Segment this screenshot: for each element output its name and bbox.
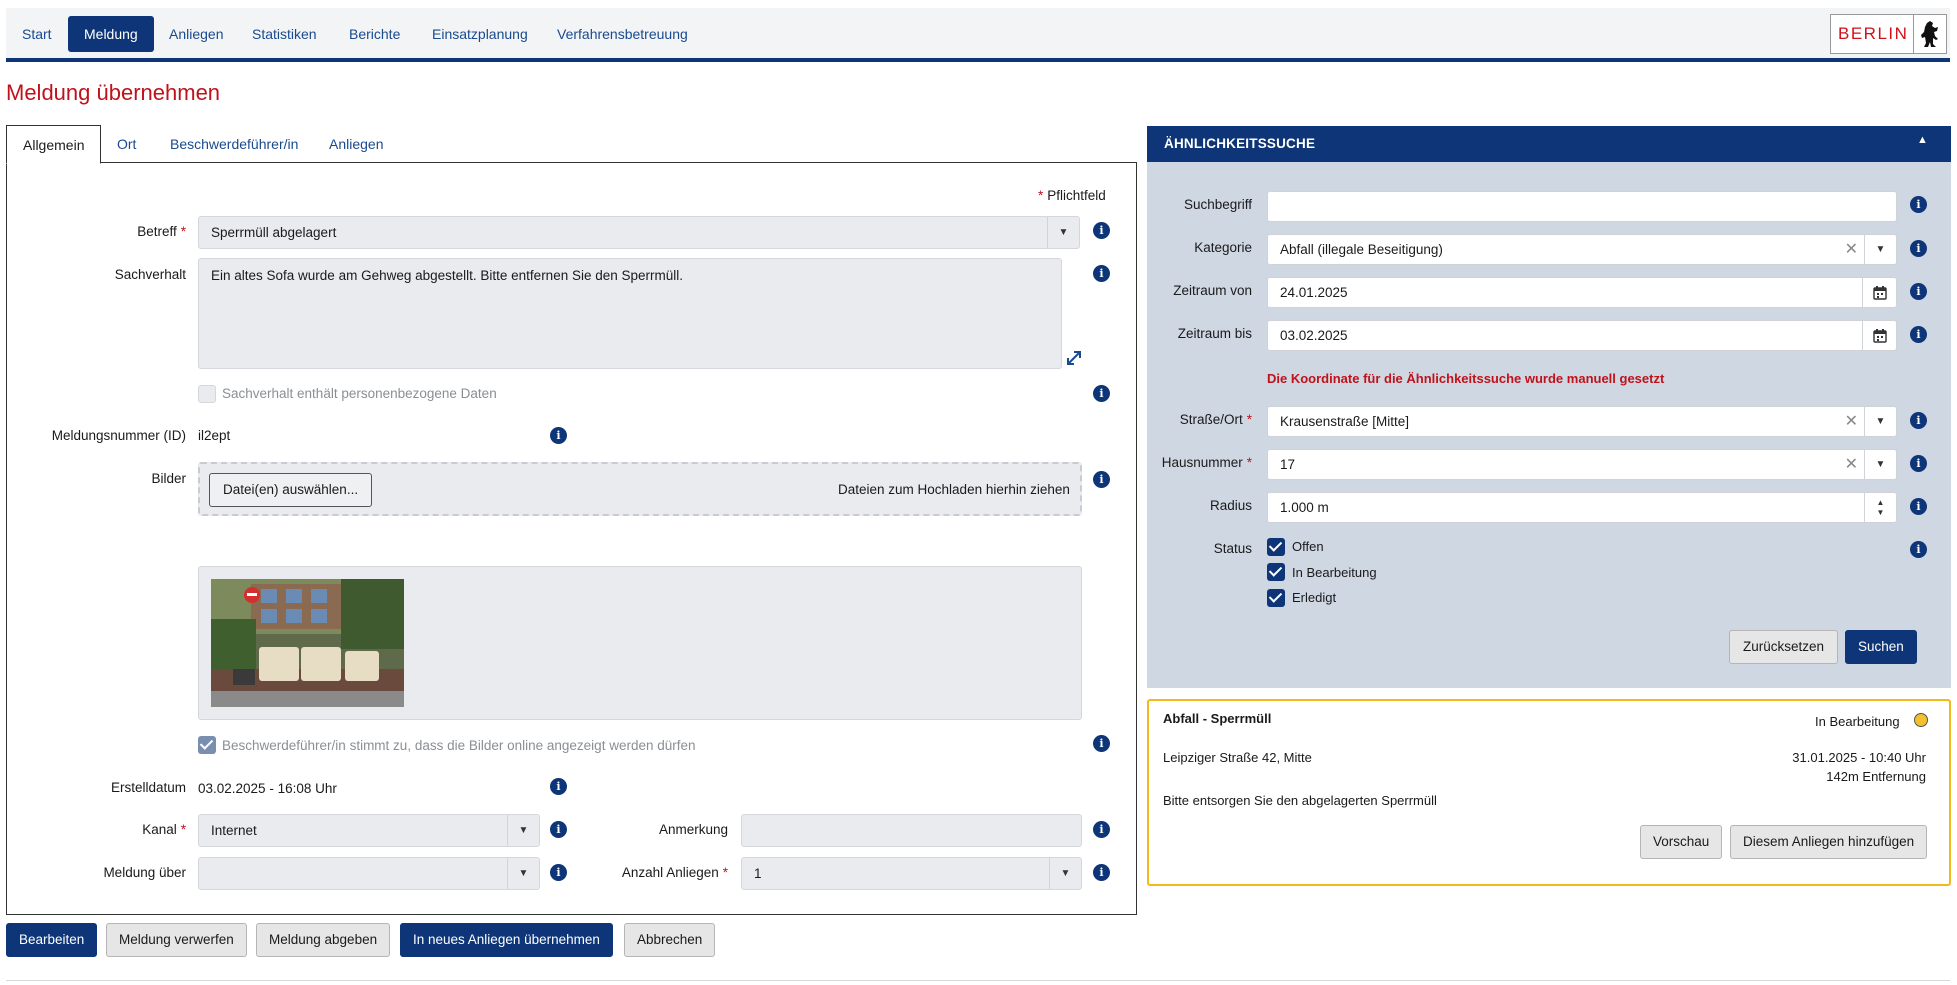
- result-distance: 142m Entfernung: [1826, 769, 1926, 784]
- anzahl-anliegen-select[interactable]: [741, 857, 1082, 890]
- bilder-label: Bilder: [151, 471, 186, 486]
- kanal-select[interactable]: [198, 814, 540, 847]
- zeitraum-von-input[interactable]: [1267, 277, 1897, 308]
- meldung-verwerfen-button[interactable]: Meldung verwerfen: [106, 923, 247, 957]
- radius-stepper[interactable]: [1267, 492, 1897, 523]
- chevron-down-icon[interactable]: ▼: [1864, 450, 1896, 479]
- betreff-value: Sperrmüll abgelagert: [211, 225, 337, 240]
- info-icon[interactable]: i: [550, 864, 567, 881]
- result-address: Leipziger Straße 42, Mitte: [1163, 750, 1312, 765]
- meldungsnummer-value: il2ept: [198, 428, 231, 443]
- kategorie-label: Kategorie: [1194, 240, 1252, 255]
- zeitraum-bis-input[interactable]: [1267, 320, 1897, 351]
- zuruecksetzen-button[interactable]: Zurücksetzen: [1729, 630, 1838, 664]
- suchbegriff-input[interactable]: [1267, 191, 1897, 222]
- chevron-down-icon[interactable]: ▼: [1864, 407, 1896, 436]
- result-datetime: 31.01.2025 - 10:40 Uhr: [1792, 750, 1926, 765]
- info-icon[interactable]: i: [1093, 471, 1110, 488]
- radius-label: Radius: [1209, 498, 1252, 513]
- tab-beschwerdefuehrer[interactable]: Beschwerdeführer/in: [170, 136, 299, 152]
- info-icon[interactable]: i: [1093, 864, 1110, 881]
- clear-icon[interactable]: ✕: [1844, 413, 1858, 430]
- info-icon[interactable]: i: [550, 778, 567, 795]
- result-description: Bitte entsorgen Sie den abgelagerten Sperrmüll: [1163, 793, 1437, 808]
- meldung-ueber-select[interactable]: [198, 857, 540, 890]
- anmerkung-label: Anmerkung: [658, 822, 728, 837]
- anzahl-anliegen-value: 1: [754, 866, 762, 881]
- chevron-down-icon: ▼: [1049, 858, 1081, 889]
- zeitraum-von-label: Zeitraum von: [1173, 283, 1252, 298]
- info-icon[interactable]: i: [550, 427, 567, 444]
- strasse-select[interactable]: [1267, 406, 1897, 437]
- sachverhalt-value: Ein altes Sofa wurde am Gehweg abgestellt. Bitte entfernen Sie den Sperrmüll.: [211, 268, 684, 283]
- info-icon[interactable]: i: [550, 821, 567, 838]
- meldung-abgeben-button[interactable]: Meldung abgeben: [256, 923, 390, 957]
- info-icon[interactable]: i: [1910, 240, 1927, 257]
- status-offen-label: Offen: [1292, 539, 1324, 554]
- meldung-ueber-label: Meldung über: [103, 865, 186, 880]
- chevron-down-icon: ▼: [1047, 217, 1079, 248]
- status-dot-icon: [1914, 713, 1928, 727]
- consent-label: Beschwerdeführer/in stimmt zu, dass die Bilder online angezeigt werden dürfen: [222, 738, 696, 753]
- collapse-icon[interactable]: ▲: [1917, 134, 1928, 146]
- hausnummer-select[interactable]: [1267, 449, 1897, 480]
- kategorie-value: Abfall (illegale Beseitigung): [1280, 242, 1443, 257]
- nav-einsatzplanung[interactable]: Einsatzplanung: [432, 26, 528, 42]
- sachverhalt-textarea[interactable]: [198, 258, 1062, 369]
- info-icon[interactable]: i: [1093, 222, 1110, 239]
- kanal-value: Internet: [211, 823, 257, 838]
- logo-text: BERLIN: [1838, 24, 1909, 43]
- berlin-logo: [1830, 14, 1947, 54]
- radius-value: 1.000 m: [1280, 500, 1329, 515]
- strasse-label: Straße/Ort *: [1179, 412, 1252, 427]
- sachverhalt-label: Sachverhalt: [114, 267, 186, 282]
- coordinate-warning: Die Koordinate für die Ähnlichkeitssuche wurde manuell gesetzt: [1267, 371, 1665, 386]
- file-select-button[interactable]: Datei(en) auswählen...: [209, 473, 372, 507]
- clear-icon[interactable]: ✕: [1844, 241, 1858, 258]
- stepper-arrows-icon[interactable]: ▲ ▼: [1864, 493, 1896, 522]
- info-icon[interactable]: i: [1910, 326, 1927, 343]
- berlin-bear-icon: [1919, 20, 1943, 48]
- page-title: Meldung übernehmen: [6, 80, 221, 105]
- hausnummer-label: Hausnummer *: [1161, 455, 1252, 470]
- chevron-down-icon: ▼: [507, 858, 539, 889]
- nav-berichte[interactable]: Berichte: [349, 26, 401, 42]
- bearbeiten-button[interactable]: Bearbeiten: [6, 923, 97, 957]
- betreff-label: Betreff *: [137, 224, 186, 239]
- info-icon[interactable]: i: [1910, 283, 1927, 300]
- abbrechen-button[interactable]: Abbrechen: [624, 923, 715, 957]
- info-icon[interactable]: i: [1093, 821, 1110, 838]
- info-icon[interactable]: i: [1093, 735, 1110, 752]
- info-icon[interactable]: i: [1910, 196, 1927, 213]
- zeitraum-bis-value: 03.02.2025: [1280, 328, 1348, 343]
- nav-verfahrensbetreuung[interactable]: Verfahrensbetreuung: [557, 26, 688, 42]
- result-status: In Bearbeitung: [1815, 714, 1900, 729]
- hausnummer-value: 17: [1280, 457, 1296, 472]
- result-title: Abfall - Sperrmüll: [1163, 711, 1272, 726]
- calendar-icon[interactable]: [1862, 321, 1896, 350]
- erstelldatum-value: 03.02.2025 - 16:08 Uhr: [198, 781, 337, 796]
- required-note: * Pflichtfeld: [1038, 188, 1106, 203]
- suchen-button[interactable]: Suchen: [1845, 630, 1917, 664]
- status-in-bearbeitung-label: In Bearbeitung: [1292, 565, 1377, 580]
- similarity-header[interactable]: [1147, 126, 1951, 162]
- similarity-title: ÄHNLICHKEITSSUCHE: [1164, 136, 1316, 151]
- info-icon[interactable]: i: [1093, 385, 1110, 402]
- tab-anliegen[interactable]: Anliegen: [329, 136, 384, 152]
- logo-divider: [1913, 15, 1914, 53]
- info-icon[interactable]: i: [1910, 455, 1927, 472]
- personal-data-label: Sachverhalt enthält personenbezogene Daten: [222, 386, 497, 401]
- in-neues-anliegen-button[interactable]: In neues Anliegen übernehmen: [400, 923, 613, 957]
- tab-ort[interactable]: Ort: [117, 136, 137, 152]
- info-icon[interactable]: i: [1910, 498, 1927, 515]
- status-in-bearbeitung-checkbox[interactable]: [1267, 563, 1285, 581]
- consent-checkbox[interactable]: [198, 736, 216, 754]
- kanal-label: Kanal *: [142, 822, 186, 837]
- zeitraum-bis-label: Zeitraum bis: [1177, 326, 1252, 341]
- footer-divider: [6, 980, 1950, 981]
- calendar-icon[interactable]: [1862, 278, 1896, 307]
- info-icon[interactable]: i: [1910, 412, 1927, 429]
- anmerkung-input[interactable]: [741, 814, 1082, 847]
- clear-icon[interactable]: ✕: [1844, 456, 1858, 473]
- nav-start[interactable]: Start: [22, 26, 52, 42]
- strasse-value: Krausenstraße [Mitte]: [1280, 414, 1410, 429]
- nav-meldung[interactable]: Meldung: [68, 16, 154, 52]
- chevron-down-icon: ▼: [507, 815, 539, 846]
- nav-statistiken[interactable]: Statistiken: [252, 26, 317, 42]
- vorschau-button[interactable]: Vorschau: [1640, 825, 1722, 859]
- personal-data-checkbox[interactable]: [198, 385, 216, 403]
- zeitraum-von-value: 24.01.2025: [1280, 285, 1348, 300]
- status-erledigt-checkbox[interactable]: [1267, 589, 1285, 607]
- suchbegriff-label: Suchbegriff: [1183, 197, 1252, 212]
- info-icon[interactable]: i: [1093, 265, 1110, 282]
- status-offen-checkbox[interactable]: [1267, 538, 1285, 556]
- nav-anliegen[interactable]: Anliegen: [169, 26, 224, 42]
- kategorie-select[interactable]: [1267, 234, 1897, 265]
- diesem-anliegen-hinzufuegen-button[interactable]: Diesem Anliegen hinzufügen: [1730, 825, 1927, 859]
- betreff-select[interactable]: [198, 216, 1080, 249]
- drop-hint: Dateien zum Hochladen hierhin ziehen: [838, 482, 1070, 497]
- erstelldatum-label: Erstelldatum: [110, 780, 186, 795]
- chevron-down-icon[interactable]: ▼: [1864, 235, 1896, 264]
- anzahl-anliegen-label: Anzahl Anliegen *: [621, 865, 728, 880]
- expand-icon[interactable]: [1066, 350, 1082, 366]
- tab-allgemein[interactable]: Allgemein: [6, 125, 101, 164]
- sofa-photo[interactable]: [211, 579, 404, 707]
- info-icon[interactable]: i: [1910, 541, 1927, 558]
- meldungsnummer-label: Meldungsnummer (ID): [51, 428, 186, 443]
- status-erledigt-label: Erledigt: [1292, 590, 1337, 605]
- status-label: Status: [1213, 541, 1252, 556]
